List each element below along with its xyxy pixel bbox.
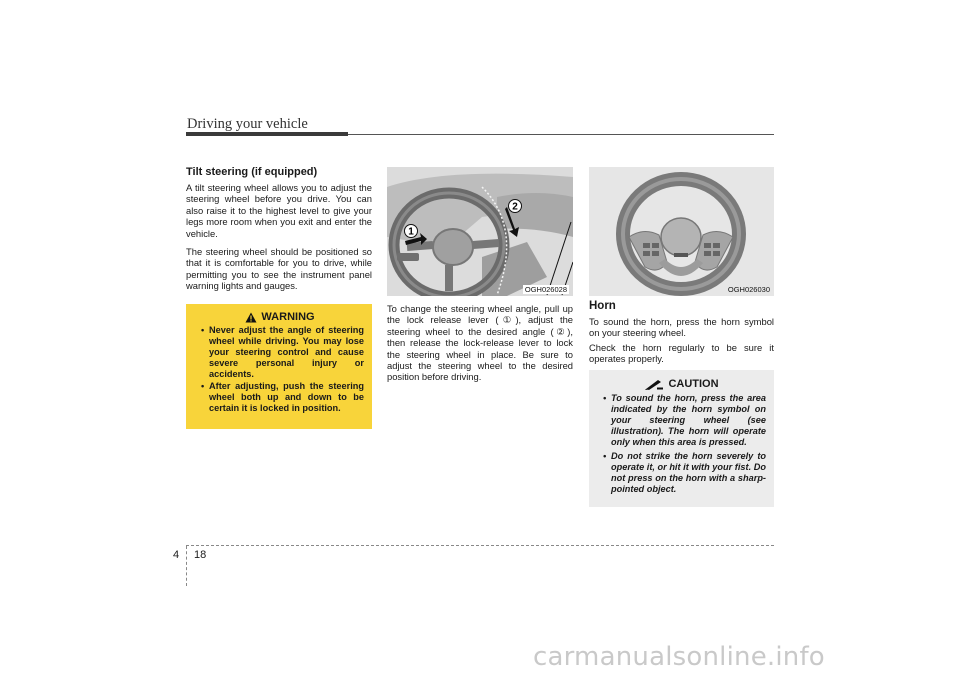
warning-list xyxy=(196,325,364,414)
caution-item: • To sound the horn, press the area indicated by the horn symbol on your steering wheel (see illustration). The horn will operate only when this area is pressed. xyxy=(603,393,766,447)
horn-para-1: To sound the horn, press the horn symbol on your steering wheel. xyxy=(589,316,774,339)
caution-list xyxy=(598,393,766,495)
warning-triangle-icon xyxy=(245,312,257,323)
caution-item: • Do not strike the horn severely to operate it, or hit it with your fist. Do not press on the horn with a sharp-pointed object. xyxy=(603,451,766,494)
horn-title: Horn xyxy=(589,300,616,312)
page-number: 18 xyxy=(194,549,207,561)
warning-item: • Never adjust the angle of steering wheel while driving. You may lose your steering control and cause severe personal injury or accidents. xyxy=(201,325,364,379)
footer-rule xyxy=(186,545,774,546)
warning-header xyxy=(196,311,364,323)
tilt-para-2: The steering wheel should be positioned so that it is comfortable for you to drive, while permitting you to see the instrument panel warning lights and gauges. xyxy=(186,246,372,292)
caution-pen-icon xyxy=(645,379,663,390)
tilt-steering-figure xyxy=(387,167,573,296)
warning-item: • After adjusting, push the steering wheel both up and down to be certain it is locked in position. xyxy=(201,381,364,413)
warning-box xyxy=(186,304,372,429)
footer-vertical-rule xyxy=(186,546,187,586)
figure2-code: OGH026030 xyxy=(727,285,770,294)
figure1-code: OGH026028 xyxy=(524,285,567,294)
callout-1: 1 xyxy=(408,226,414,238)
caution-header xyxy=(598,378,766,390)
tilt-steering-title: Tilt steering (if equipped) xyxy=(186,166,318,178)
callout-2: 2 xyxy=(512,201,518,213)
horn-section xyxy=(589,300,774,372)
tilt-para-1: A tilt steering wheel allows you to adjust the steering wheel before you drive. You can also raise it to the highest level to give your legs more room when you exit and enter the vehicle. xyxy=(186,182,372,239)
horn-figure xyxy=(589,167,774,296)
warning-title: WARNING xyxy=(261,311,315,323)
warning-item-text: Never adjust the angle of steering wheel while driving. You may lose your steering control and cause severe personal injury or accidents. xyxy=(209,325,364,379)
horn-para-2: Check the horn regularly to be sure it operates properly. xyxy=(589,341,774,365)
header-rule-dark xyxy=(186,132,348,136)
steering-wheel-illustration xyxy=(589,167,774,296)
chapter-number: 4 xyxy=(173,549,180,561)
page-header-title: Driving your vehicle xyxy=(187,116,308,132)
tilt-steering-section xyxy=(186,166,372,299)
caution-title: CAUTION xyxy=(668,378,719,390)
adjust-steering-text: To change the steering wheel angle, pull up the lock release lever (①), adjust the steering wheel to the desired angle (②), then release the lock-release lever to lock the steering wheel in place. Be sure to adjust the steering wheel to the desired position before driving. xyxy=(387,303,573,383)
caution-item-text: To sound the horn, press the area indicated by the horn symbol on your steering wheel (see illustration). The horn will operate only when this area is pressed. xyxy=(611,393,766,447)
caution-box xyxy=(589,370,774,507)
header-rule-thin xyxy=(348,134,774,135)
caution-item-text: Do not strike the horn severely to operate it, or hit it with your fist. Do not press on the horn with a sharp-pointed object. xyxy=(611,451,766,494)
warning-item-text: After adjusting, push the steering wheel both up and down to be certain it is locked in position. xyxy=(209,381,364,413)
watermark: carmanualsonline.info xyxy=(533,642,825,672)
tilt-steering-illustration xyxy=(387,167,573,296)
